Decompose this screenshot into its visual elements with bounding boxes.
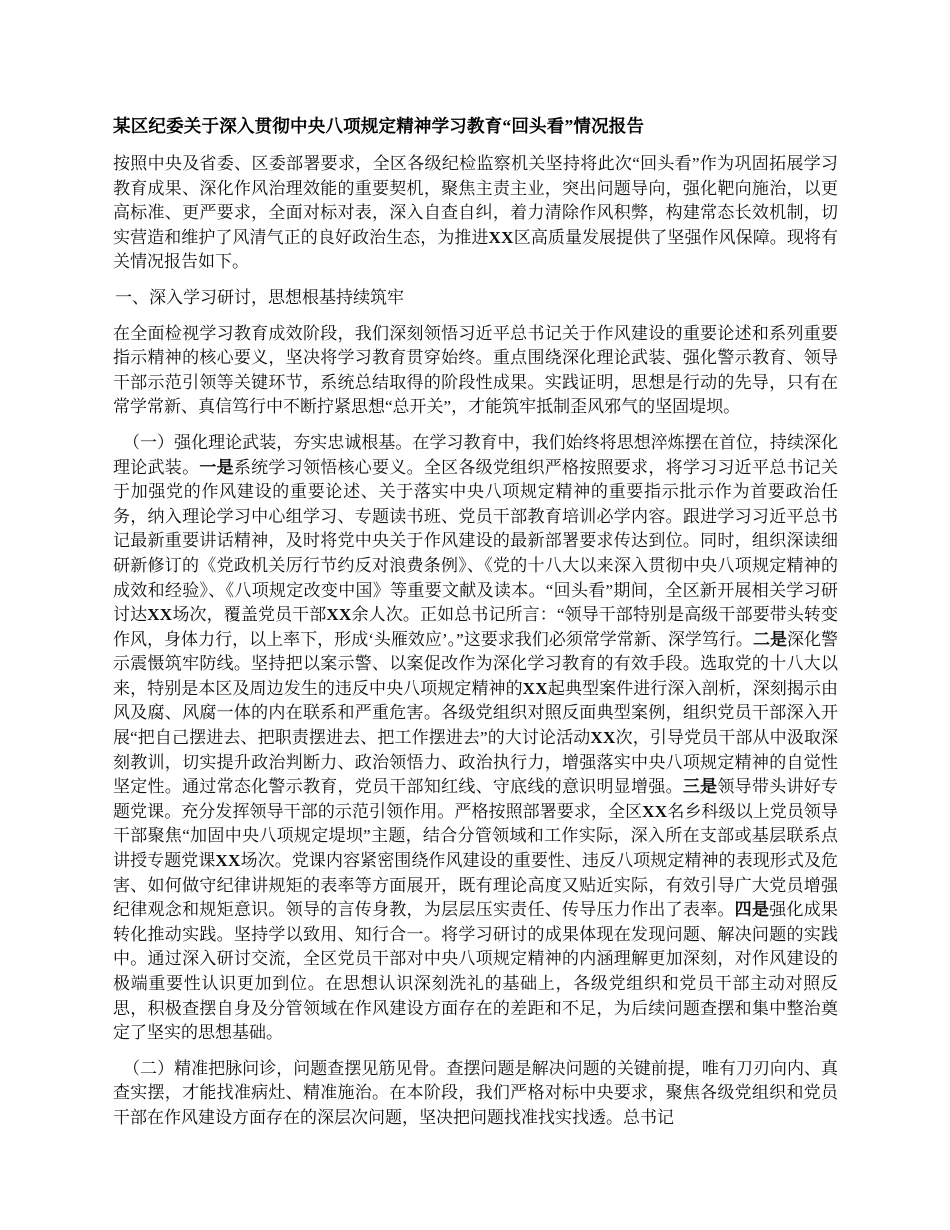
paragraph-subsection-1-2: （二）精准把脉问诊，问题查摆见筋见骨。查摆问题是解决问题的关键前提，唯有刀刃向内、真查实摆，才能找准病灶、精准施治。在本阶段，我们严格对标中央要求，聚焦各级党组织和党员干部在作风建设方面存在的深层次问题，坚决把问题找准找实找透。总书记: [113, 1058, 838, 1127]
placeholder-number: XX: [590, 728, 616, 748]
document-title: 某区纪委关于深入贯彻中央八项规定精神学习教育“回头看”情况报告: [113, 116, 645, 136]
emphasis-marker: 一是: [199, 457, 234, 477]
emphasis-marker: 二是: [752, 629, 787, 649]
emphasis-marker: 四是: [734, 900, 770, 920]
section-heading-1: 一、深入学习研讨，思想根基持续筑牢: [115, 287, 404, 307]
paragraph-section-1-intro: 在全面检视学习教育成效阶段，我们深刻领悟习近平总书记关于作风建设的重要论述和系列重要指示精神的核心要义，坚决将学习教育贯穿始终。重点围绕深化理论武装、强化警示教育、领导干部示范引领等关键环节，系统总结取得的阶段性成果。实践证明，思想是行动的先导，只有在常学常新、真信笃行中不断拧紧思想“总开关”，才能筑牢抵制歪风邪气的坚固堤坝。: [113, 323, 838, 417]
paragraph-subsection-1-1: （一）强化理论武装，夯实忠诚根基。在学习教育中，我们始终将思想淬炼摆在首位，持续深化理论武装。一是系统学习领悟核心要义。全区各级党组织严格按照要求，将学习习近平总书记关于加强党的作风建设的重要论述、关于落实中央八项规定精神的重要指示批示作为首要政治任务，纳入理论学习中心组学习、专题读书班、党员干部教育培训必学内容。跟进学习习近平总书记最新重要讲话精神，及时将党中央关于作风建设的最新部署要求传达到位。同时，组织深读细研新修订的《党政机关厉行节约反对浪费条例》、《党的十八大以来深入贯彻中央八项规定精神的成效和经验》、《八项规定改变中国》等重要文献及读本。“回头看”期间，全区新开展相关学习研讨达XX场次，覆盖党员干部XX余人次。正如总书记所言：“领导干部特别是高级干部要带头转变作风，身体力行，以上率下，形成‘头雁效应’。”这要求我们必须常学常新、深学笃行。二是深化警示震慑筑牢防线。坚持把以案示警、以案促改作为深化学习教育的有效手段。选取党的十八大以来，特别是本区及周边发生的违反中央八项规定精神的XX起典型案件进行深入剖析，深刻揭示由风及腐、风腐一体的内在联系和严重危害。各级党组织对照反面典型案例，组织党员干部深入开展“把自己摆进去、把职责摆进去、把工作摆进去”的大讨论活动XX次，引导党员干部从中汲取深刻教训，切实提升政治判断力、政治领悟力、政治执行力，增强落实中央八项规定精神的自觉性坚定性。通过常态化警示教育，党员干部知红线、守底线的意识明显增强。三是领导带头讲好专题党课。充分发挥领导干部的示范引领作用。严格按照部署要求，全区XX名乡科级以上党员领导干部聚焦“加固中央八项规定堤坝”主题，结合分管领域和工作实际，深入所在支部或基层联系点讲授专题党课XX场次。党课内容紧密围绕作风建设的重要性、违反八项规定精神的表现形式及危害、如何做守纪律讲规矩的表率等方面展开，既有理论高度又贴近实际，有效引导广大党员增强纪律观念和规矩意识。领导的言传身教，为层层压实责任、传导压力作出了表率。四是强化成果转化推动实践。坚持学以致用、知行合一。将学习研讨的成果体现在发现问题、解决问题的实践中。通过深入研讨交流，全区党员干部对中央八项规定精神的内涵理解更加深刻，对作风建设的极端重要性认识更加到位。在思想认识深刻洗礼的基础上，各级党组织和党员干部主动对照反思，积极查摆自身及分管领域在作风建设方面存在的差距和不足，为后续问题查摆和集中整治奠定了坚实的思想基础。: [113, 432, 839, 1043]
placeholder-number: XX: [522, 678, 548, 698]
placeholder-number: XX: [642, 801, 668, 821]
placeholder-number: XX: [488, 227, 514, 247]
placeholder-number: XX: [326, 605, 352, 625]
emphasis-marker: 三是: [682, 777, 718, 797]
placeholder-number: XX: [215, 851, 241, 871]
paragraph-intro: 按照中央及省委、区委部署要求，全区各级纪检监察机关坚持将此次“回头看”作为巩固拓展学习教育成果、深化作风治理效能的重要契机，聚焦主责主业，突出问题导向，强化靶向施治，以更高标准、更严要求，全面对标对表，深入自查自纠，着力清除作风积弊，构建常态长效机制，切实营造和维护了风清气正的良好政治生态，为推进XX区高质量发展提供了坚强作风保障。现将有关情况报告如下。: [113, 154, 839, 272]
placeholder-number: XX: [147, 605, 173, 625]
